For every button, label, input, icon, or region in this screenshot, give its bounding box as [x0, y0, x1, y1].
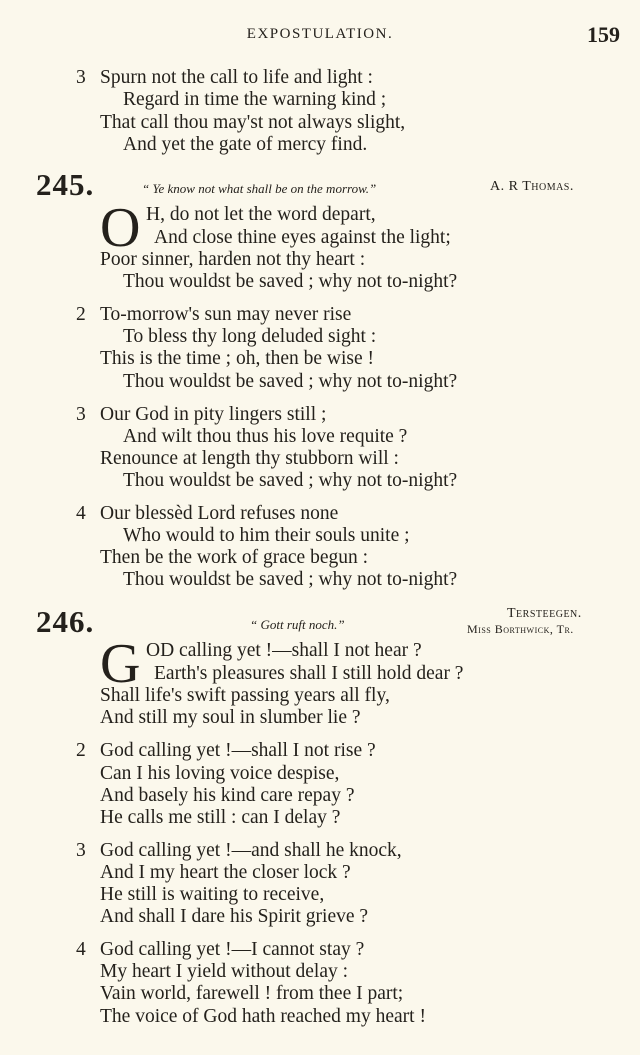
verse-line: God calling yet !—shall I not rise ?	[100, 740, 376, 761]
verse-line: Shall life's swift passing years all fly,	[100, 685, 390, 706]
verse-line: This is the time ; oh, then be wise !	[100, 348, 375, 369]
verse-line: And shall I dare his Spirit grieve ?	[100, 906, 369, 927]
verse-line: To-morrow's sun may never rise	[100, 304, 352, 325]
verse-line: And close thine eyes against the light;	[154, 227, 451, 248]
verse-line: Our God in pity lingers still ;	[100, 404, 327, 425]
verse-line: Thou wouldst be saved ; why not to-night?	[123, 569, 458, 590]
verse-line: Then be the work of grace begun :	[100, 547, 369, 568]
verse-line: Renounce at length thy stubborn will :	[100, 448, 399, 469]
verse-line: Vain world, farewell ! from thee I part;	[100, 983, 404, 1004]
verse-line: OD calling yet !—shall I not hear ?	[146, 640, 422, 661]
verse-line: Regard in time the warning kind ;	[123, 89, 387, 110]
drop-cap: O	[100, 197, 141, 259]
verse-number: 2	[76, 304, 86, 325]
verse-number: 3	[76, 67, 86, 88]
verse-line: Can I his loving voice despise,	[100, 763, 340, 784]
verse-line: H, do not let the word depart,	[146, 204, 376, 225]
verse-line: Thou wouldst be saved ; why not to-night?	[123, 371, 458, 392]
hymn-epigraph: “ Ye know not what shall be on the morrow.”	[142, 181, 377, 196]
verse-line: He still is waiting to receive,	[100, 884, 325, 905]
verse-line: My heart I yield without delay :	[100, 961, 349, 982]
verse-line: Earth's pleasures shall I still hold dear ?	[154, 663, 464, 684]
verse-line: Thou wouldst be saved ; why not to-night?	[123, 271, 458, 292]
verse-number: 4	[76, 939, 86, 960]
verse-number: 2	[76, 740, 86, 761]
verse-number: 3	[76, 404, 86, 425]
verse-line: Spurn not the call to life and light :	[100, 67, 373, 88]
verse-line: And yet the gate of mercy find.	[123, 134, 368, 155]
verse-line: That call thou may'st not always slight,	[100, 112, 406, 133]
verse-line: Our blessèd Lord refuses none	[100, 503, 339, 524]
hymn-author: A. R Thomas.	[490, 179, 574, 194]
page-number: 159	[587, 22, 620, 47]
verse-line: Who would to him their souls unite ;	[123, 525, 410, 546]
drop-cap: G	[100, 633, 141, 695]
verse-line: To bless thy long deluded sight :	[123, 326, 377, 347]
verse-number: 4	[76, 503, 86, 524]
verse-line: The voice of God hath reached my heart !	[100, 1006, 426, 1027]
verse-line: And still my soul in slumber lie ?	[100, 707, 361, 728]
verse-line: God calling yet !—and shall he knock,	[100, 840, 402, 861]
hymn-author: Tersteegen.	[507, 606, 582, 621]
hymn-number: 246.	[36, 604, 95, 639]
verse-line: And basely his kind care repay ?	[100, 785, 355, 806]
running-header: EXPOSTULATION.	[246, 26, 394, 42]
verse-line: Poor sinner, harden not thy heart :	[100, 249, 366, 270]
hymn-epigraph: “ Gott ruft noch.”	[250, 617, 345, 632]
verse-line: He calls me still : can I delay ?	[100, 807, 341, 828]
verse-line: And I my heart the closer lock ?	[100, 862, 351, 883]
verse-line: God calling yet !—I cannot stay ?	[100, 939, 365, 960]
hymn-translator: Miss Borthwick, Tr.	[467, 622, 574, 636]
verse-number: 3	[76, 840, 86, 861]
verse-line: And wilt thou thus his love requite ?	[123, 426, 408, 447]
hymn-number: 245.	[36, 167, 95, 202]
verse-line: Thou wouldst be saved ; why not to-night?	[123, 470, 458, 491]
